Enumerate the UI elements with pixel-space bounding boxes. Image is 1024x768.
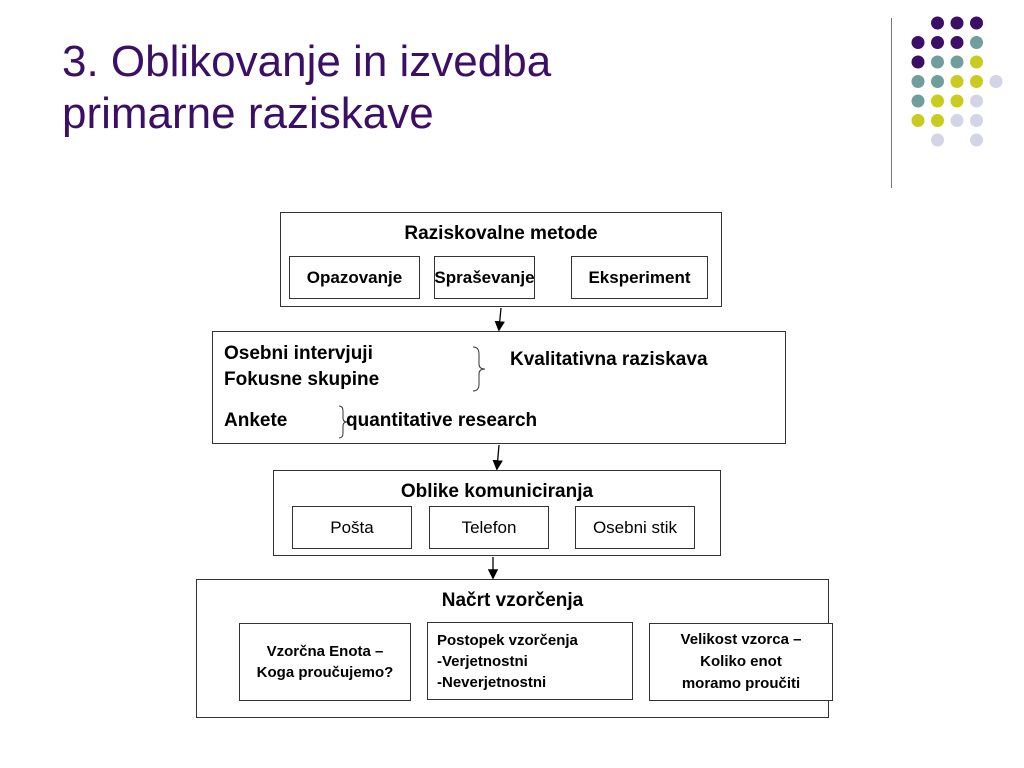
decorative-dot <box>990 75 1003 88</box>
decorative-dot <box>931 17 944 30</box>
methods-heading: Raziskovalne metode <box>404 223 598 244</box>
decorative-dot <box>970 134 983 147</box>
decorative-dot <box>912 114 925 127</box>
sampling-box <box>196 579 829 718</box>
sample-size-line3: moramo proučiti <box>681 675 801 692</box>
sample-size-line1: Velikost vzorca – <box>680 631 802 648</box>
decorative-dot <box>931 95 944 108</box>
decorative-dot-grid <box>0 0 1024 200</box>
comm-mail <box>292 506 412 549</box>
method-experiment <box>571 256 708 299</box>
decorative-dot <box>970 114 983 127</box>
decorative-dot <box>951 17 964 30</box>
sampling-unit-box <box>239 623 411 701</box>
decorative-dot <box>951 36 964 49</box>
comm-personal-contact-label: Osebni stik <box>592 517 678 537</box>
research-types-box <box>212 331 786 444</box>
focus-groups: Fokusne skupine <box>224 369 380 390</box>
comm-phone-label: Telefon <box>461 517 517 537</box>
sampling-procedure-line1: Postopek vzorčenja <box>437 632 578 649</box>
decorative-dot <box>931 75 944 88</box>
decorative-dot <box>970 56 983 69</box>
communication-heading: Oblike komuniciranja <box>400 481 594 502</box>
decorative-divider <box>891 18 892 188</box>
method-experiment-label: Eksperiment <box>588 267 691 287</box>
method-observation <box>289 256 420 299</box>
decorative-dot <box>970 17 983 30</box>
sample-size-line2: Koliko enot <box>700 653 782 670</box>
method-survey-label: Spraševanje <box>434 267 535 287</box>
decorative-dot <box>951 75 964 88</box>
sampling-unit-line2: Koga proučujemo? <box>256 664 394 681</box>
sampling-heading: Načrt vzorčenja <box>441 590 584 611</box>
surveys-label: Ankete <box>224 410 288 431</box>
sampling-procedure-line2: -Verjetnostni <box>437 653 528 670</box>
decorative-dot <box>970 75 983 88</box>
qualitative-label: Kvalitativna raziskava <box>510 349 708 370</box>
comm-phone <box>429 506 549 549</box>
arrow-methods-to-types <box>499 308 501 329</box>
method-observation-label: Opazovanje <box>306 267 403 287</box>
decorative-dot <box>951 114 964 127</box>
decorative-dot <box>931 36 944 49</box>
comm-personal-contact <box>575 506 695 549</box>
decorative-dot <box>912 75 925 88</box>
communication-box <box>273 470 721 556</box>
quantitative-label: quantitative research <box>346 410 538 431</box>
decorative-dot <box>931 134 944 147</box>
decorative-dot <box>951 56 964 69</box>
sampling-procedure-box <box>427 622 633 700</box>
decorative-dot <box>912 56 925 69</box>
decorative-dot <box>970 36 983 49</box>
decorative-dot <box>931 56 944 69</box>
decorative-dot <box>912 95 925 108</box>
sampling-unit-line1: Vzorčna Enota – <box>266 643 384 660</box>
sampling-procedure-line3: -Neverjetnostni <box>437 674 547 691</box>
methods-box <box>280 212 722 307</box>
method-survey <box>434 256 535 299</box>
sample-size-box <box>649 623 833 701</box>
decorative-dot <box>931 114 944 127</box>
decorative-dot <box>970 95 983 108</box>
title-line-1: 3. Oblikovanje in izvedba <box>62 37 552 86</box>
arrow-types-to-communication <box>497 445 499 468</box>
decorative-dot <box>912 36 925 49</box>
qualitative-brace <box>471 346 487 392</box>
decorative-dot <box>951 95 964 108</box>
title-line-2: primarne raziskave <box>62 89 434 138</box>
comm-mail-label: Pošta <box>330 517 374 537</box>
personal-interviews: Osebni intervjuji <box>224 343 373 364</box>
